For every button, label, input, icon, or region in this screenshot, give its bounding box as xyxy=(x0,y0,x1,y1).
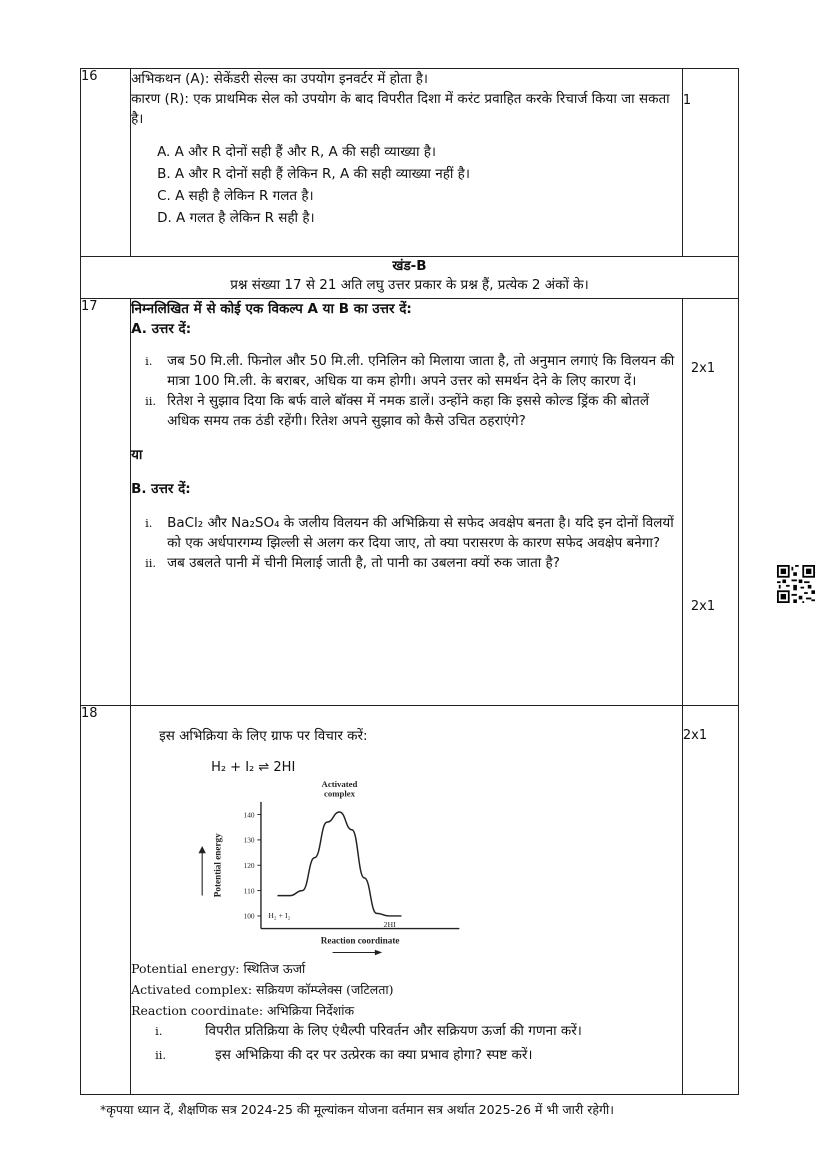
sub-number: i. xyxy=(145,516,153,530)
question-row-18 xyxy=(81,706,739,1095)
y-label-arrowhead xyxy=(199,846,206,853)
question-intro: इस अभिक्रिया के लिए ग्राफ पर विचार करें: xyxy=(159,728,368,744)
sub-number: ii. xyxy=(145,556,157,570)
marks: 1 xyxy=(682,69,738,257)
x-axis-label: Reaction coordinate xyxy=(320,935,400,946)
sub-question xyxy=(131,1045,682,1065)
option-b: B. A और R दोनों सही हैं लेकिन R, A की सही व्याख्या नहीं है। xyxy=(157,166,470,182)
marks-part-b: 2x1 xyxy=(690,599,716,614)
sub-number: ii. xyxy=(145,394,157,408)
y-tick-label: 120 xyxy=(243,861,255,870)
section-header-row xyxy=(81,257,739,299)
footer-note: *कृपया ध्यान दें, शैक्षणिक सत्र 2024-25 की मूल्यांकन योजना वर्तमान सत्र अर्थात 2025-26 में भी जारी रहेगी। xyxy=(100,1102,614,1117)
glossary-item: Potential energy: स्थितिज ऊर्जा xyxy=(131,961,306,976)
y-tick-label: 140 xyxy=(243,810,255,820)
section-header xyxy=(81,257,739,299)
option-c: C. A सही है लेकिन R गलत है। xyxy=(157,188,314,204)
sub-question xyxy=(131,351,682,391)
option-a: A. A और R दोनों सही हैं और R, A की सही व्याख्या है। xyxy=(157,144,437,160)
sub-question xyxy=(131,553,682,573)
qr-code-icon xyxy=(777,565,815,603)
sub-question xyxy=(131,513,682,553)
or-label: या xyxy=(131,447,143,463)
sub-text: इस अभिक्रिया की दर पर उत्प्रेरक का क्या प्रभाव होगा? स्पष्ट करें। xyxy=(215,1047,533,1063)
question-body xyxy=(131,706,683,1095)
question-body xyxy=(131,299,683,706)
sub-number: i. xyxy=(155,1024,163,1038)
marks-cell xyxy=(682,299,738,706)
option-d: D. A गलत है लेकिन R सही है। xyxy=(157,210,315,226)
sub-text: रितेश ने सुझाव दिया कि बर्फ वाले बॉक्स में नमक डालें। उन्होंने कहा कि इससे कोल्ड ड्रिंक की बोतलें अधिक समय तक ठंडी रहेंगी। रितेश अपने सुझाव को कैसे उचित ठहराएंगे? xyxy=(167,393,649,429)
part-b-label: B. उत्तर दें: xyxy=(131,481,191,497)
question-number: 18 xyxy=(81,706,131,1095)
sub-text: विपरीत प्रतिक्रिया के लिए एंथैल्पी परिवर्तन और सक्रियण ऊर्जा की गणना करें। xyxy=(205,1023,582,1039)
section-instruction: प्रश्न संख्या 17 से 21 अति लघु उत्तर प्रकार के प्रश्न हैं, प्रत्येक 2 अंकों के। xyxy=(230,277,589,293)
assertion-text: अभिकथन (A): सेकेंडरी सेल्स का उपयोग इनवर्टर में होता है। xyxy=(131,71,429,87)
question-intro: निम्नलिखित में से कोई एक विकल्प A या B का उत्तर दें: xyxy=(131,301,412,317)
section-title: खंड-B xyxy=(392,258,427,274)
glossary-item: Activated complex: सक्रियण कॉम्प्लेक्स (जटिलता) xyxy=(131,982,394,997)
marks: 2x1 xyxy=(682,706,738,1095)
sub-text: जब उबलते पानी में चीनी मिलाई जाती है, तो पानी का उबलना क्यों रुक जाता है? xyxy=(167,555,560,571)
energy-curve xyxy=(278,812,402,916)
question-number: 17 xyxy=(81,299,131,706)
question-row-17 xyxy=(81,299,739,706)
sub-text: जब 50 मि.ली. फिनोल और 50 मि.ली. एनिलिन को मिलाया जाता है, तो अनुमान लगाएं कि विलयन की मात्रा 100 मि.ली. के बराबर, अधिक या कम होगी। अपने उत्तर को समर्थन देने के लिए कारण दें। xyxy=(167,353,675,389)
chemical-equation: H₂ + I₂ ⇌ 2HI xyxy=(211,760,296,775)
question-row-16 xyxy=(81,69,739,257)
annotation-activated-complex: Activated complex xyxy=(321,779,358,799)
sub-number: ii. xyxy=(155,1048,167,1062)
question-number: 16 xyxy=(81,69,131,257)
sub-question xyxy=(131,391,682,431)
sub-number: i. xyxy=(145,354,153,368)
annotation-reactants: H₂ + I₂ xyxy=(268,910,291,920)
reason-text: कारण (R): एक प्राथमिक सेल को उपयोग के बाद विपरीत दिशा में करंट प्रवाहित करके रिचार्ज किया जा सकता है। xyxy=(131,91,670,127)
glossary-item: Reaction coordinate: अभिक्रिया निर्देशांक xyxy=(131,1003,355,1018)
y-tick-label: 100 xyxy=(243,911,255,921)
sub-question xyxy=(131,1021,682,1041)
x-label-arrowhead xyxy=(375,950,382,956)
sub-text: BaCl₂ और Na₂SO₄ के जलीय विलयन की अभिक्रिया से सफेद अवक्षेप बनता है। यदि इन दोनों विलयों को एक अर्धपारगम्य झिल्ली से अलग कर दिया जाए, तो क्या परासरण के कारण सफेद अवक्षेप बनेगा? xyxy=(167,515,674,551)
part-a-label: A. उत्तर दें: xyxy=(131,321,192,337)
marks-part-a: 2x1 xyxy=(690,361,716,376)
y-tick-label: 110 xyxy=(243,886,255,896)
question-body xyxy=(131,69,683,257)
annotation-products: 2HI xyxy=(383,919,396,929)
energy-profile-chart xyxy=(183,778,473,958)
y-tick-label: 130 xyxy=(243,835,255,845)
y-axis-label: Potential energy xyxy=(212,833,223,898)
question-table xyxy=(80,68,739,1095)
glossary xyxy=(131,958,682,1021)
